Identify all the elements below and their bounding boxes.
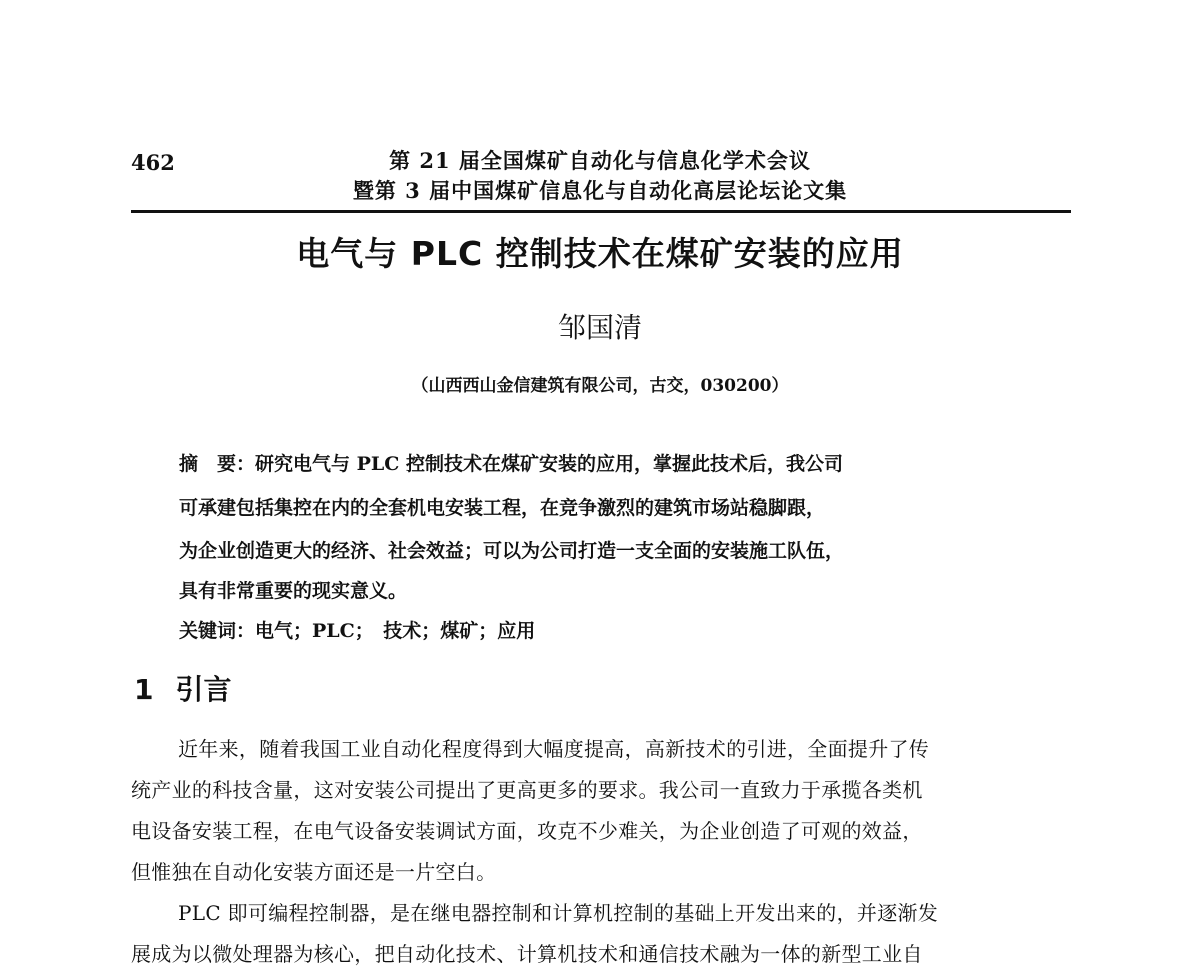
running-header-line-1: 第 21 届全国煤矿自动化与信息化学术会议 <box>389 148 811 173</box>
header-rule <box>131 210 1071 213</box>
author-affiliation: （山西西山金信建筑有限公司，古交，030200） <box>411 376 789 396</box>
body-text-line: 但惟独在自动化安装方面还是一片空白。 <box>131 860 497 884</box>
keywords-line <box>179 616 1029 643</box>
running-header-line-2: 暨第 3 届中国煤矿信息化与自动化高层论坛论文集 <box>352 178 848 203</box>
abstract-line: 可承建包括集控在内的全套机电安装工程，在竞争激烈的建筑市场站稳脚跟， <box>179 497 826 519</box>
body-text-line: 展成为以微处理器为核心，把自动化技术、计算机技术和通信技术融为一体的新型工业自 <box>131 942 923 966</box>
abstract-label: 摘 要： <box>179 453 256 475</box>
paper-title: 电气与 PLC 控制技术在煤矿安装的应用 <box>296 234 904 273</box>
body-text-line: 电设备安装工程，在电气设备安装调试方面，攻克不少难关，为企业创造了可观的效益， <box>131 819 923 843</box>
body-text-line: 近年来，随着我国工业自动化程度得到大幅度提高，高新技术的引进，全面提升了传 <box>178 737 930 761</box>
section-heading <box>134 668 232 708</box>
section-number: 1 <box>134 673 154 706</box>
body-text-line: PLC 即可编程控制器，是在继电器控制和计算机控制的基础上开发出来的，并逐渐发 <box>178 901 939 925</box>
page-number: 462 <box>131 150 175 175</box>
abstract-line: 具有非常重要的现实意义。 <box>179 580 408 602</box>
keywords-text: 电气；PLC； 技术；煤矿；应用 <box>255 620 536 642</box>
keywords-label: 关键词： <box>179 620 256 642</box>
abstract-line: 为企业创造更大的经济、社会效益；可以为公司打造一支全面的安装施工队伍， <box>179 540 845 562</box>
abstract-text: 研究电气与 PLC 控制技术在煤矿安装的应用，掌握此技术后，我公司 <box>255 453 844 475</box>
author-name: 邹国清 <box>557 311 642 344</box>
body-text-line: 统产业的科技含量，这对安装公司提出了更高更多的要求。我公司一直致力于承揽各类机 <box>131 778 923 802</box>
section-title: 引言 <box>175 673 232 706</box>
abstract-line <box>179 449 1029 476</box>
